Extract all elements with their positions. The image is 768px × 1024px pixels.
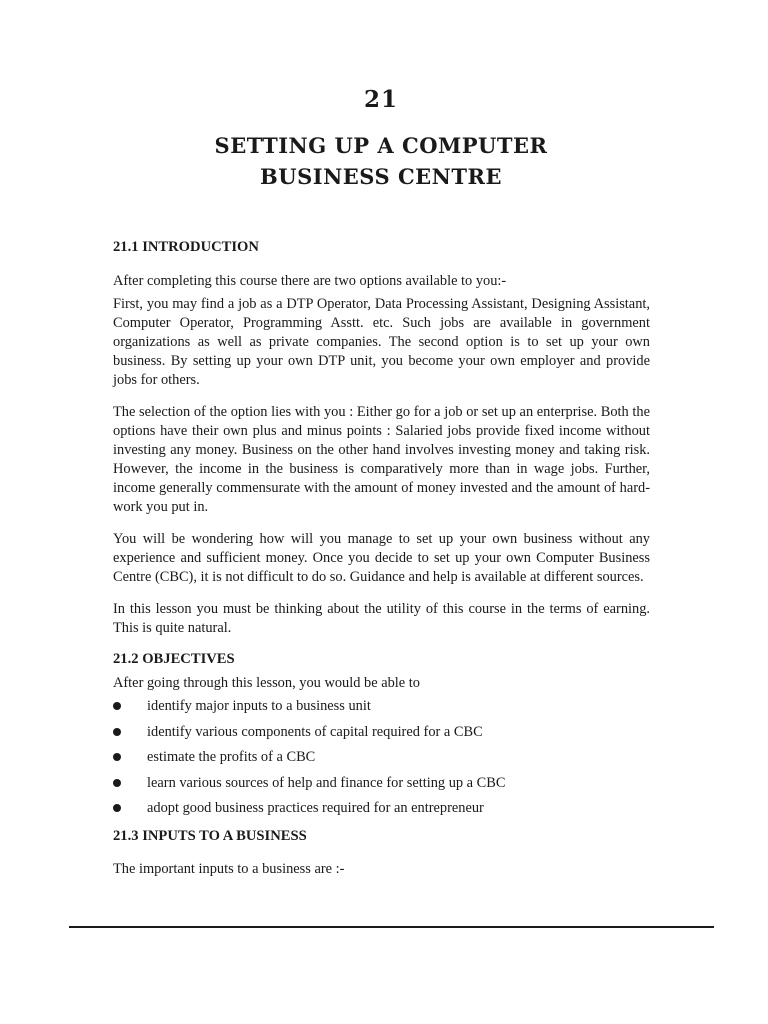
chapter-number: 21 (363, 86, 398, 113)
objective-text: learn various sources of help and finance for setting up a CBC (147, 774, 506, 791)
bullet-icon (113, 702, 121, 710)
list-item (113, 748, 650, 774)
objectives-list (113, 697, 650, 825)
objectives-heading: 21.2 OBJECTIVES (113, 651, 235, 667)
objective-text: identify various components of capital required for a CBC (147, 723, 483, 740)
inputs-paragraph: The important inputs to a business are :- (113, 860, 345, 877)
list-item (113, 799, 650, 825)
bullet-icon (113, 804, 121, 812)
list-item (113, 697, 650, 723)
list-item (113, 723, 650, 749)
chapter-title-line-2: BUSINESS CENTRE (260, 164, 502, 189)
introduction-paragraph: The selection of the option lies with you : Either go for a job or set up an enterprise. Both the options have their own plus and minus points : Salaried jobs provide fixed income without investing any money. Business on the other hand involves investing money and taking risk. However, the income in the business is comparatively more than in wage jobs. Further, income generally commensurate with the amount of money invested and the amount of hard-work you put in. (113, 404, 650, 515)
bullet-icon (113, 779, 121, 787)
introduction-paragraph: After completing this course there are two options available to you:- (113, 273, 507, 289)
footer-divider (69, 926, 714, 928)
introduction-paragraph: You will be wondering how will you manage to set up your own business without any experience and sufficient money. Once you decide to set up your own Computer Business Centre (CBC), it is not difficult to do so. Guidance and help is available at different sources. (113, 531, 650, 585)
introduction-paragraph: First, you may find a job as a DTP Operator, Data Processing Assistant, Designing Assistant, Computer Operator, Programming Asstt. etc. Such jobs are available in government organizations as well as private companies. The second option is to set up your own business. By setting up your own DTP unit, you become your own employer and provide jobs for others. (113, 296, 650, 388)
bullet-icon (113, 728, 121, 736)
chapter-title (0, 130, 762, 192)
lesson-body (113, 236, 650, 879)
inputs-heading: 21.3 INPUTS TO A BUSINESS (113, 827, 307, 844)
introduction-heading: 21.1 INTRODUCTION (113, 239, 259, 255)
objective-text: estimate the profits of a CBC (147, 749, 316, 765)
chapter-title-line-1: SETTING UP A COMPUTER (214, 133, 548, 158)
objective-text: adopt good business practices required for an entrepreneur (147, 800, 484, 816)
bullet-icon (113, 753, 121, 761)
objectives-lead: After going through this lesson, you would be able to (113, 675, 420, 691)
introduction-paragraph: In this lesson you must be thinking about the utility of this course in the terms of earning. This is quite natural. (113, 601, 650, 636)
objective-text: identify major inputs to a business unit (147, 698, 371, 714)
list-item (113, 774, 650, 800)
